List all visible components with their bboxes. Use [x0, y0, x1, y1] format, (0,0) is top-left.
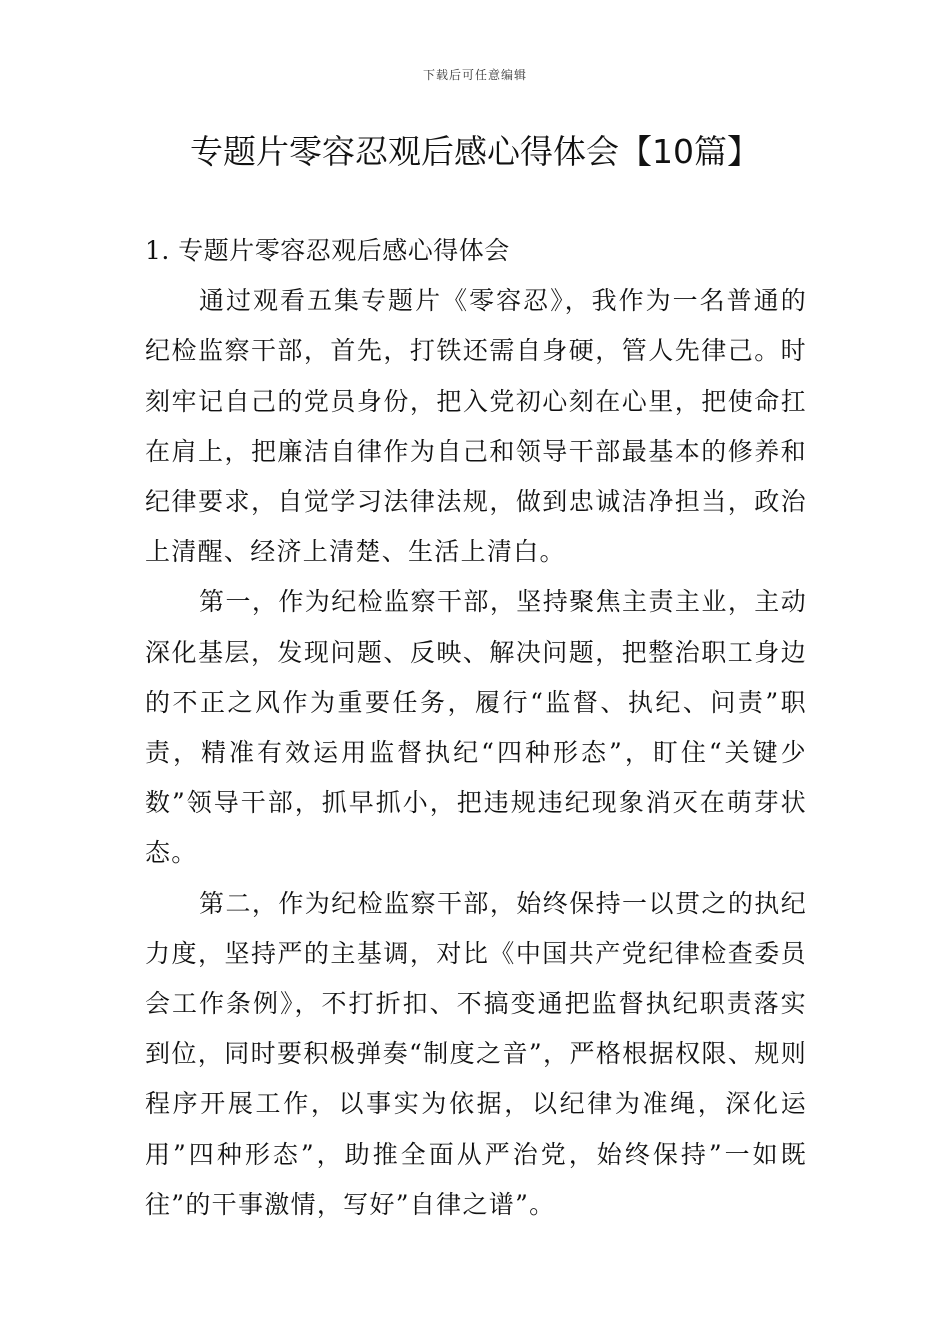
paragraph-3: 第二，作为纪检监察干部，始终保持一以贯之的执纪力度，坚持严的主基调，对比《中国共产党纪律检查委员会工作条例》，不打折扣、不搞变通把监督执纪职责落实到位，同时要积极弹奏“制度之音”，严格根据权限、规则程序开展工作，以事实为依据，以纪律为准绳，深化运用”四种形态”，助推全面从严治党，始终保持”一如既往”的干事激情，写好”自律之谱”。 [145, 888, 807, 1219]
document-title: 专题片零容忍观后感心得体会【10篇】 [190, 132, 760, 171]
document-body [145, 226, 807, 1230]
paragraph-1: 通过观看五集专题片《零容忍》，我作为一名普通的纪检监察干部，首先，打铁还需自身硬，管人先律己。时刻牢记自己的党员身份，把入党初心刻在心里，把使命扛在肩上，把廉洁自律作为自己和领导干部最基本的修养和纪律要求，自觉学习法律法规，做到忠诚洁净担当，政治上清醒、经济上清楚、生活上清白。 [145, 286, 807, 567]
section-heading: 1. 专题片零容忍观后感心得体会 [145, 236, 510, 265]
paragraph-2: 第一，作为纪检监察干部，坚持聚焦主责主业，主动深化基层，发现问题、反映、解决问题，把整治职工身边的不正之风作为重要任务，履行“监督、执纪、问责”职责，精准有效运用监督执纪“四种形态”，盯住“关键少数”领导干部，抓早抓小，把违规违纪现象消灭在萌芽状态。 [145, 587, 807, 868]
header-note: 下载后可任意编辑 [422, 68, 527, 82]
